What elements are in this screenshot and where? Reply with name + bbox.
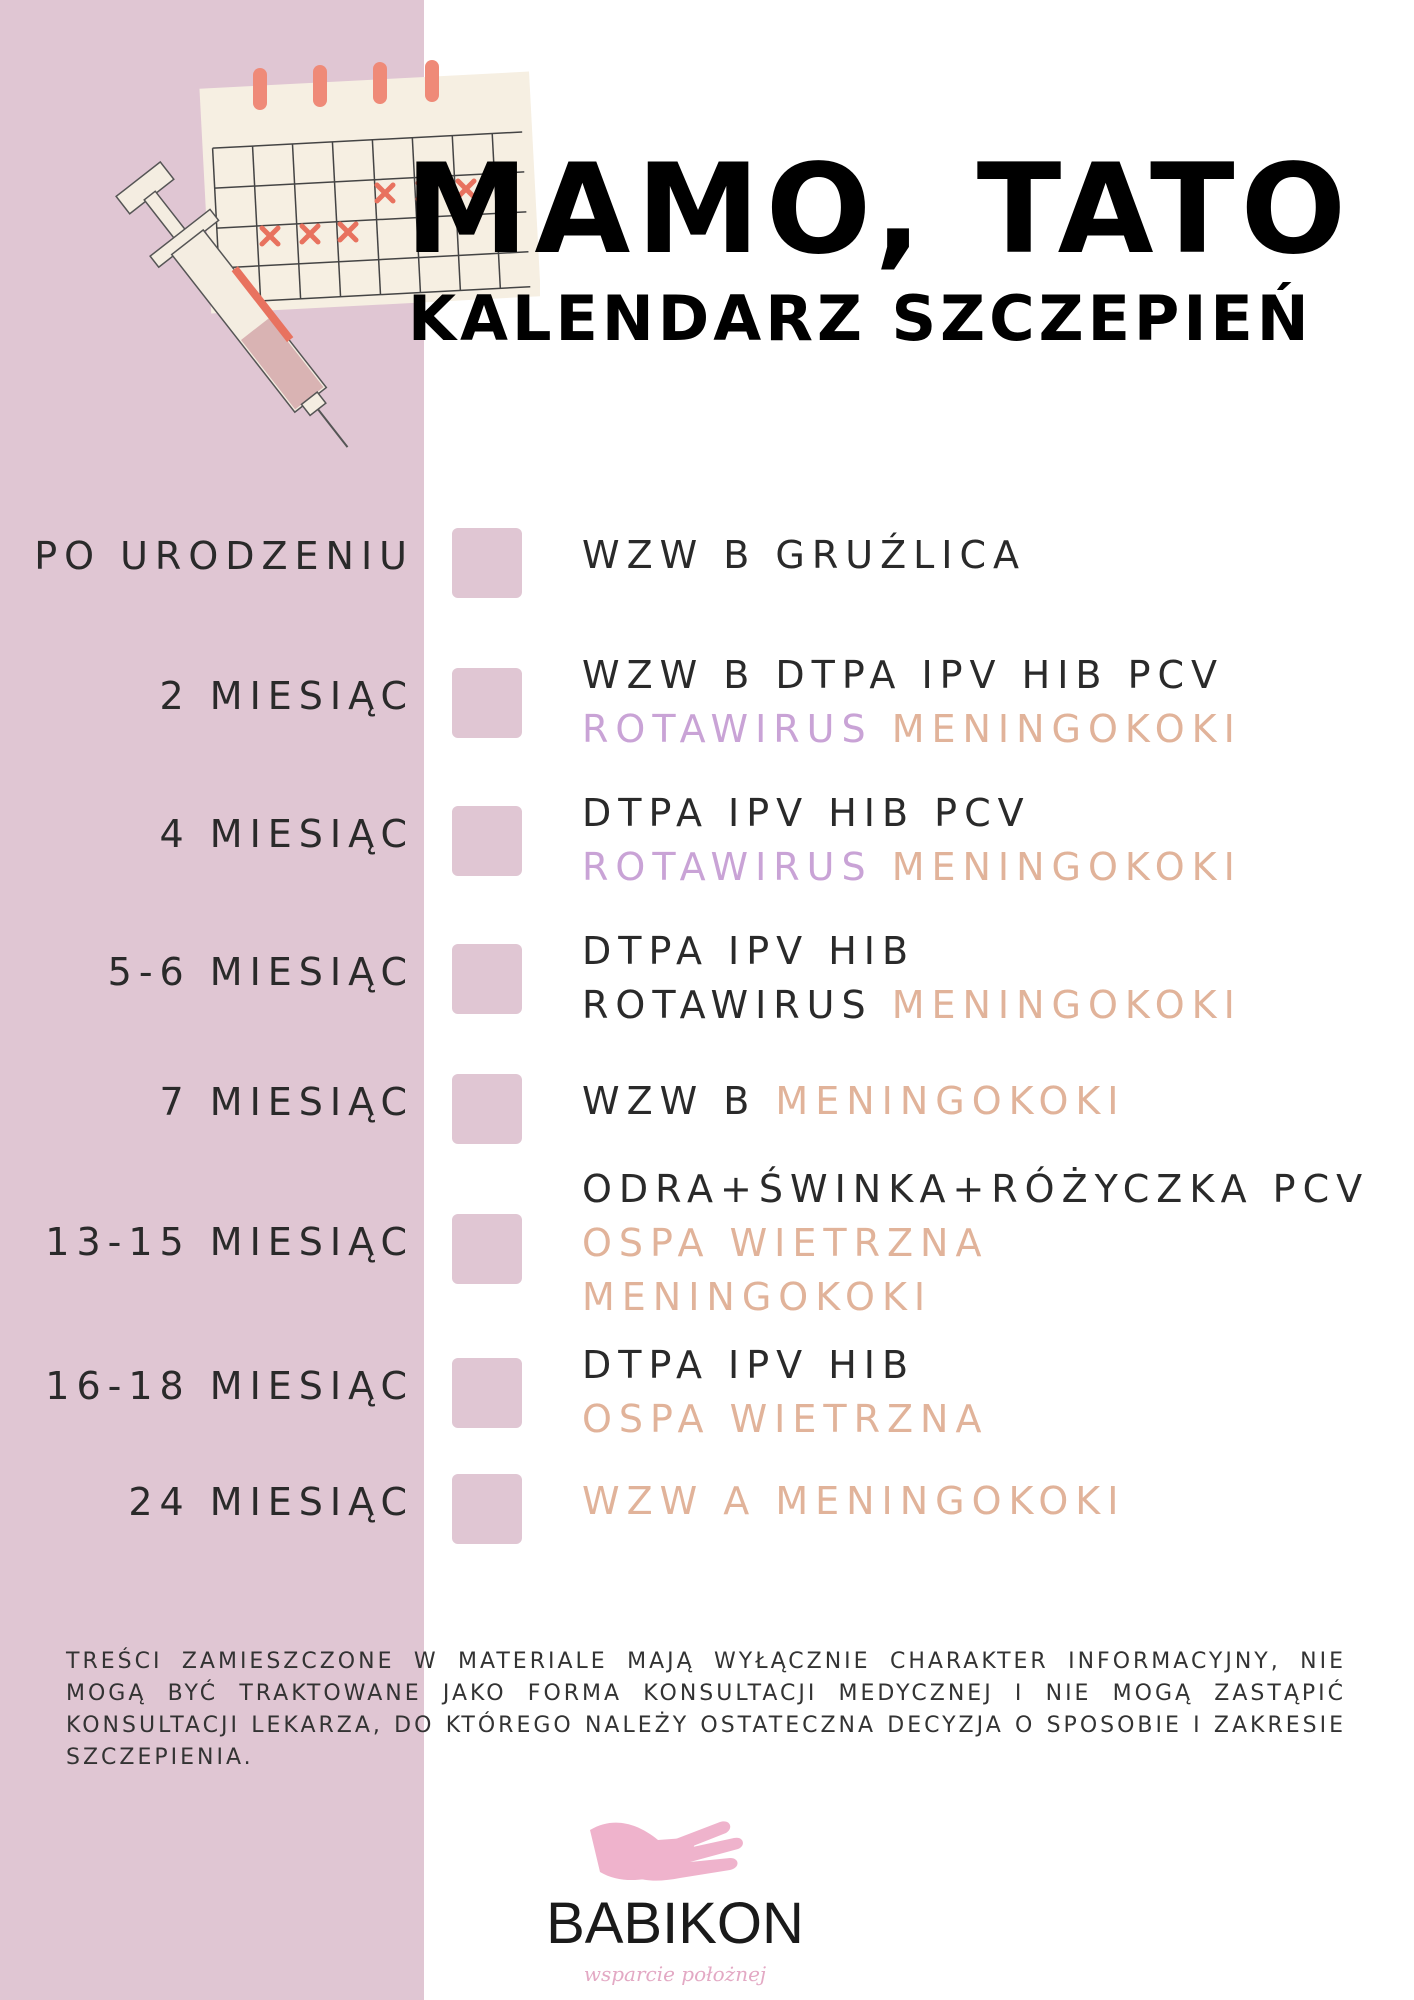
vaccine-name: MENINGOKOKI [582,1275,933,1319]
vaccine-line [582,1216,1412,1270]
page-title: MAMO, TATO [405,138,1353,282]
vaccine-list [582,1074,1412,1128]
age-label: 5-6 MIESIĄC [107,950,414,994]
vaccine-list [582,1338,1412,1446]
vaccine-line [582,840,1412,894]
checkbox[interactable] [452,668,522,738]
logo-name: BABIKON [546,1891,804,1956]
page-subtitle: KALENDARZ SZCZEPIEŃ [408,282,1313,355]
vaccine-line [582,648,1412,702]
age-label: 16-18 MIESIĄC [45,1364,414,1408]
vaccine-name: ODRA+ŚWINKA+RÓŻYCZKA PCV [582,1167,1370,1211]
vaccine-line [582,1338,1412,1392]
vaccine-name: ROTAWIRUS [582,707,873,751]
checkbox[interactable] [452,1474,522,1544]
vaccine-name: ROTAWIRUS [582,845,873,889]
vaccine-line [582,1270,1412,1324]
vaccine-line [582,1162,1412,1216]
age-label: 4 MIESIĄC [159,812,414,856]
age-label: 2 MIESIĄC [159,674,414,718]
vaccine-line [582,786,1412,840]
vaccine-line [582,1474,1412,1528]
vaccine-name: OSPA WIETRZNA [582,1397,989,1441]
checkbox[interactable] [452,1214,522,1284]
age-label: 7 MIESIĄC [159,1080,414,1124]
vaccine-list [582,1162,1412,1324]
checkbox[interactable] [452,1074,522,1144]
vaccine-name: WZW B DTPA IPV HIB PCV [582,653,1225,697]
vaccine-name: MENINGOKOKI [872,983,1242,1027]
vaccine-line [582,978,1412,1032]
checkbox[interactable] [452,806,522,876]
vaccine-line [582,702,1412,756]
vaccine-list [582,924,1412,1032]
vaccine-line [582,528,1412,582]
logo-tagline: wsparcie położnej [583,1962,767,1986]
vaccine-line [582,1074,1412,1128]
vaccine-list [582,648,1412,756]
vaccine-name: MENINGOKOKI [872,845,1242,889]
vaccine-name: WZW B GRUŹLICA [582,533,1027,577]
vaccine-name: MENINGOKOKI [756,1079,1126,1123]
age-label: 13-15 MIESIĄC [45,1220,414,1264]
vaccine-name: DTPA IPV HIB [582,929,916,973]
age-label: PO URODZENIU [34,534,414,578]
vaccine-line [582,924,1412,978]
vaccine-line [582,1392,1412,1446]
vaccine-name: WZW A MENINGOKOKI [582,1479,1126,1523]
vaccine-name: ROTAWIRUS [582,983,873,1027]
vaccine-name: OSPA WIETRZNA [582,1221,989,1265]
vaccine-name: DTPA IPV HIB [582,1343,916,1387]
vaccine-name: DTPA IPV HIB PCV [582,791,1031,835]
vaccine-name: MENINGOKOKI [872,707,1242,751]
age-label: 24 MIESIĄC [128,1480,414,1524]
vaccine-list [582,1474,1412,1528]
vaccine-name: WZW B [582,1079,757,1123]
vaccine-list [582,528,1412,582]
checkbox[interactable] [452,1358,522,1428]
disclaimer-text: TREŚCI ZAMIESZCZONE W MATERIALE MAJĄ WYŁĄCZNIE CHARAKTER INFORMACYJNY, NIE MOGĄ BYĆ TRAKTOWANE JAKO FORMA KONSULTACJI MEDYCZNEJ I NIE MOGĄ ZASTĄPIĆ KONSULTACJI LEKARZA, DO KTÓREGO NALEŻY OSTATECZNA DECYZJA O SPOSOBIE I ZAKRESIE SZCZEPIENIA. [66,1649,1346,1770]
checkbox[interactable] [452,528,522,598]
vaccine-list [582,786,1412,894]
checkbox[interactable] [452,944,522,1014]
